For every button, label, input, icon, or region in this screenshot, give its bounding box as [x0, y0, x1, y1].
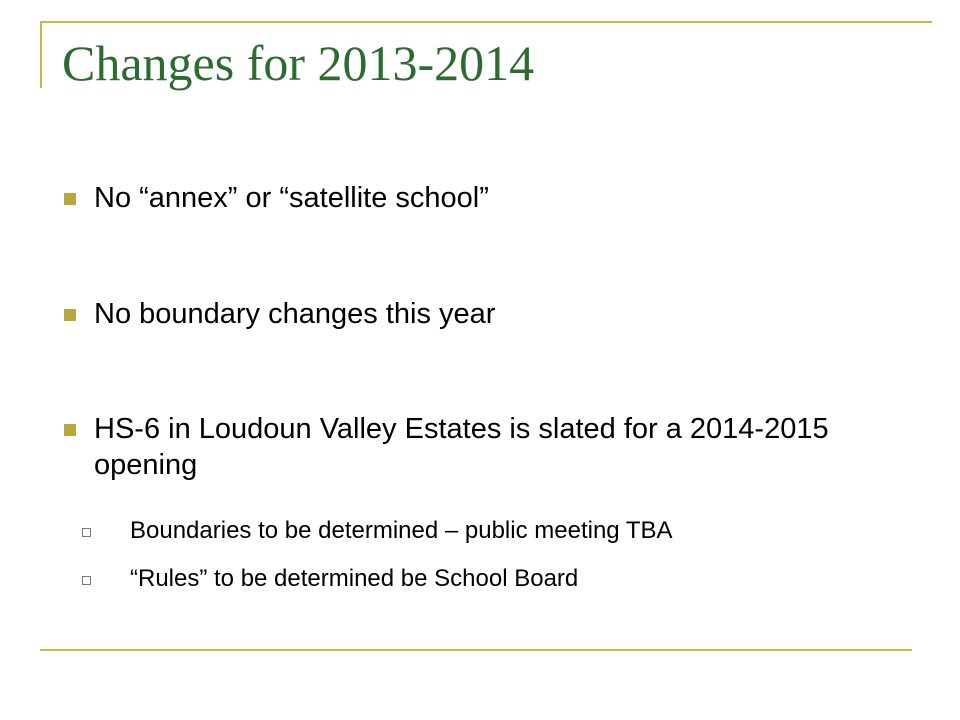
filled-square-icon: [64, 424, 76, 436]
bullet-text: HS-6 in Loudoun Valley Estates is slated for a 2014-2015 opening: [94, 413, 829, 481]
bullet-item: [64, 296, 924, 332]
filled-square-icon: [64, 309, 76, 321]
left-accent-rule: [40, 21, 42, 88]
top-accent-rule: [40, 21, 932, 23]
bottom-accent-rule: [40, 649, 912, 651]
filled-square-icon: [64, 193, 76, 205]
slide-title: Changes for 2013-2014: [62, 35, 535, 91]
bullet-text: No boundary changes this year: [94, 298, 496, 330]
bullet-item: [64, 411, 924, 483]
sub-bullet-item: [82, 564, 922, 594]
hollow-square-icon: [82, 528, 91, 537]
hollow-square-icon: [82, 576, 91, 585]
sub-bullet-item: [82, 516, 922, 546]
bullet-item: [64, 180, 924, 216]
bullet-text: No “annex” or “satellite school”: [94, 182, 489, 214]
sub-bullet-text: Boundaries to be determined – public meeting TBA: [130, 517, 673, 544]
sub-bullet-text: “Rules” to be determined be School Board: [130, 565, 579, 592]
